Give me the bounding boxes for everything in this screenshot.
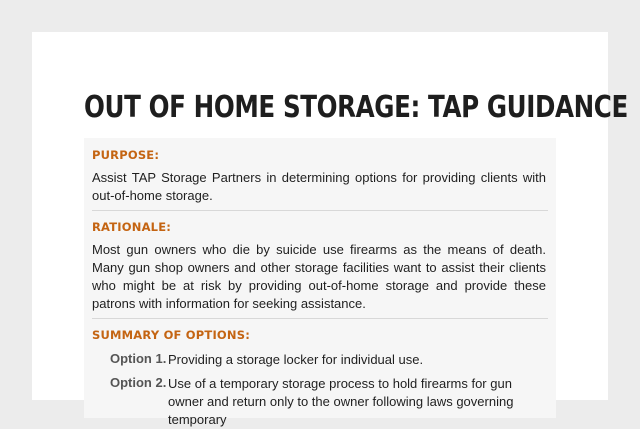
rationale-text: Most gun owners who die by suicide use firearms as the means of death. Many gun shop owners and other storage facilities want to assist their clients who might be at risk by providing out-of-home storage and provide these patrons with information for seeking assistance. <box>92 242 546 311</box>
section-divider <box>92 318 548 319</box>
document-title: OUT OF HOME STORAGE: TAP GUIDANCE <box>84 90 628 125</box>
document-page <box>32 32 628 427</box>
option-1-label: Option 1. <box>110 351 167 366</box>
option-2-label: Option 2. <box>110 375 167 390</box>
option-2-text: Use of a temporary storage process to hold firearms for gun owner and return only to the owner following laws governing temporary <box>168 376 514 427</box>
purpose-label: PURPOSE: <box>92 148 160 162</box>
option-1-text: Providing a storage locker for individual use. <box>168 352 424 367</box>
purpose-text: Assist TAP Storage Partners in determining options for providing clients with out-of-home storage. <box>92 170 546 203</box>
section-divider <box>92 210 548 211</box>
guidance-panel <box>84 138 556 427</box>
rationale-label: RATIONALE: <box>92 220 172 234</box>
summary-label: SUMMARY OF OPTIONS: <box>92 328 251 342</box>
